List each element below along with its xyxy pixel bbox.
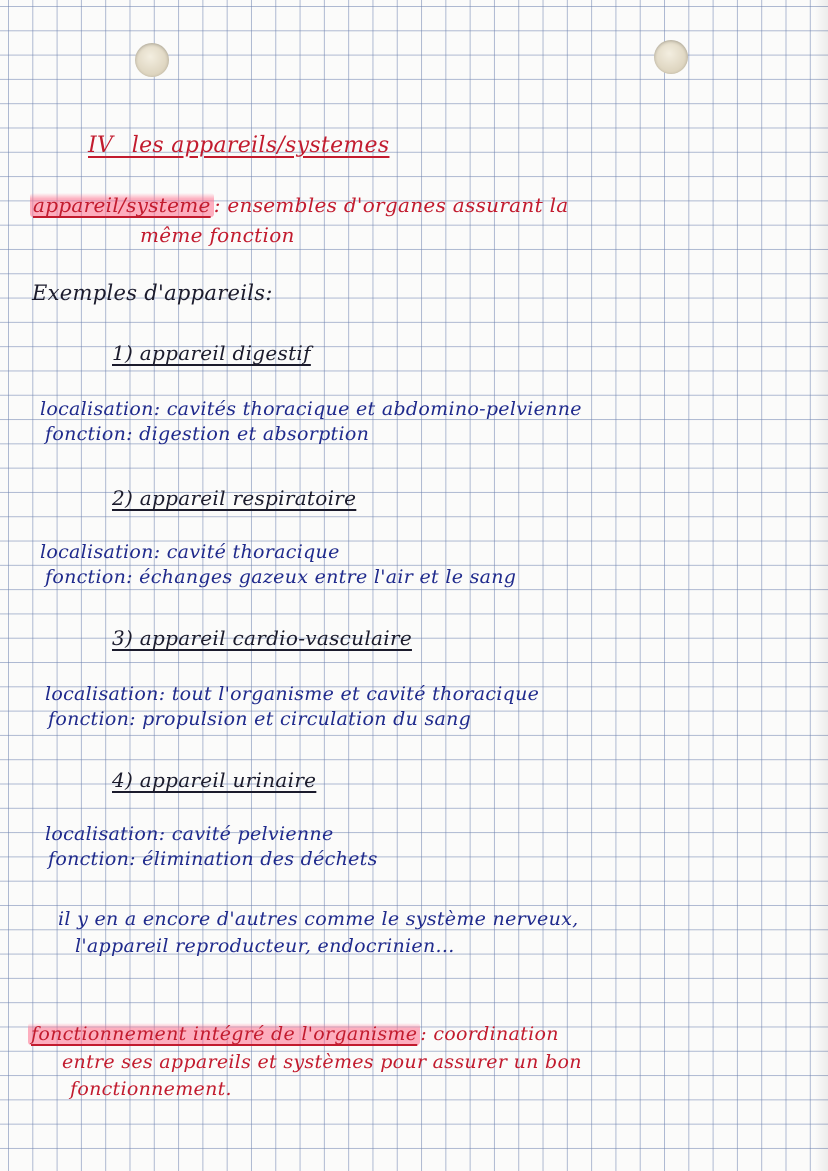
integrated-term: fonctionnement intégré de l'organisme [28,1023,420,1045]
section-3-fonction: fonction: propulsion et circulation du sang [48,708,472,730]
integrated-text-2: entre ses appareils et systèmes pour assurer un bon [62,1051,582,1073]
section-4-localisation: localisation: cavité pelvienne [45,823,334,845]
section-2-heading: 2) appareil respiratoire [112,486,357,510]
section-1-fonction: fonction: digestion et absorption [45,423,370,445]
integrated-text-3: fonctionnement. [70,1078,232,1100]
section-4-heading: 4) appareil urinaire [112,768,317,792]
binder-hole-right [654,40,688,74]
definition-text-1: : ensembles d'organes assurant la [213,193,569,217]
section-3-heading: 3) appareil cardio-vasculaire [112,626,412,650]
section-4-fonction: fonction: élimination des déchets [48,848,378,870]
others-line-1: il y en a encore d'autres comme le système nerveux, [58,908,579,930]
examples-heading: Exemples d'appareils: [32,281,273,305]
section-2-fonction: fonction: échanges gazeux entre l'air et le sang [45,566,517,588]
definition-term: appareil/systeme [30,193,214,217]
definition-line-1 [30,195,569,215]
page-title: IV_ les appareils/systemes [88,133,390,158]
definition-text-2: même fonction [140,223,295,247]
section-1-localisation: localisation: cavités thoracique et abdomino-pelvienne [40,398,582,420]
section-3-localisation: localisation: tout l'organisme et cavité thoracique [45,683,540,705]
integrated-line-1 [28,1025,559,1044]
section-2-localisation: localisation: cavité thoracique [40,541,340,563]
integrated-text-1: : coordination [420,1023,559,1045]
binder-hole-left [135,43,169,77]
section-1-heading: 1) appareil digestif [112,341,311,365]
others-line-2: l'appareil reproducteur, endocrinien... [75,935,455,957]
